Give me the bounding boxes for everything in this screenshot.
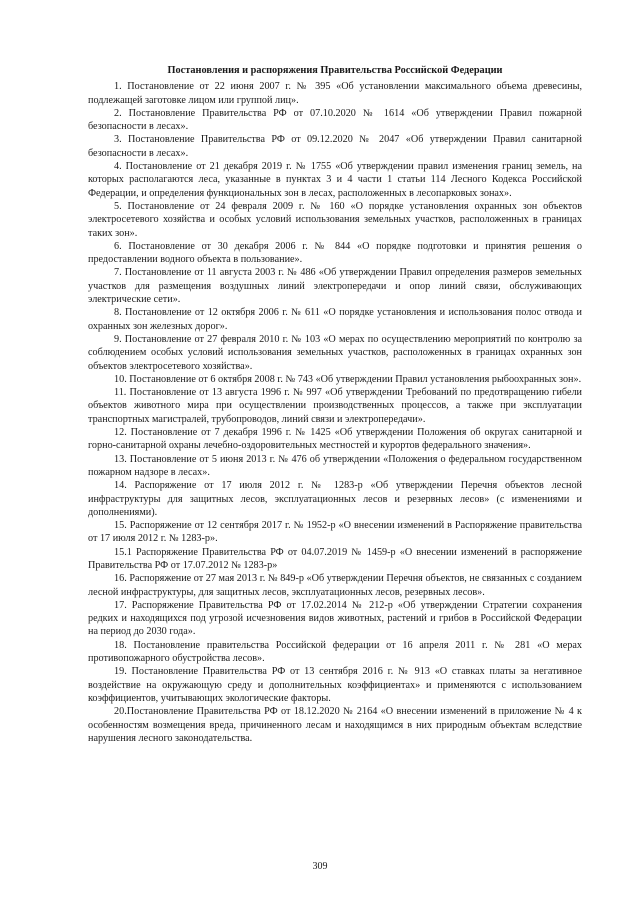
list-item: 13. Постановление от 5 июня 2013 г. № 476 об утверждении «Положения о федеральном государственном пожарном надзоре в лесах». xyxy=(88,453,582,478)
list-item: 9. Постановление от 27 февраля 2010 г. № 103 «О мерах по осуществлению мероприятий по контролю за соблюдением особых условий использования земельных участков, расположенных в границах охранных зон объектов электросетевого хозяйства». xyxy=(88,333,582,372)
list-item: 2. Постановление Правительства РФ от 07.10.2020 № 1614 «Об утверждении Правил пожарной безопасности в лесах». xyxy=(88,107,582,133)
list-item: 15.1 Распоряжение Правительства РФ от 04.07.2019 № 1459-р «О внесении изменений в распоряжение Правительства РФ от 17.07.2012 № 1283-р» xyxy=(88,546,582,571)
list-item: 5. Постановление от 24 февраля 2009 г. № 160 «О порядке установления охранных зон объектов электросетевого хозяйства и особых условий использования земельных участков, расположенных в границах таких зон». xyxy=(88,200,582,239)
list-item: 17. Распоряжение Правительства РФ от 17.02.2014 № 212-р «Об утверждении Стратегии сохранения редких и находящихся под угрозой исчезновения видов животных, растений и грибов в Российской Федерации на период до 2030 года». xyxy=(88,599,582,638)
list-item: 15. Распоряжение от 12 сентября 2017 г. № 1952-р «О внесении изменений в Распоряжение правительства от 17 июля 2012 г. № 1283-р». xyxy=(88,520,582,545)
list-item: 12. Постановление от 7 декабря 1996 г. № 1425 «Об утверждении Положения об округах санитарной и горно-санитарной охраны лечебно-оздоровительных местностей и курортов федерального значения». xyxy=(88,427,582,452)
list-item: 6. Постановление от 30 декабря 2006 г. № 844 «О порядке подготовки и принятия решения о предоставлении водного объекта в пользование». xyxy=(88,240,582,266)
document-body xyxy=(88,64,582,745)
list-item: 11. Постановление от 13 августа 1996 г. № 997 «Об утверждении Требований по предотвращению гибели объектов животного мира при осуществлении производственных процессов, а также при эксплуатации транспортных магистралей, трубопроводов, линий связи и электропередачи». xyxy=(88,387,582,425)
list-item: 19. Постановление Правительства РФ от 13 сентября 2016 г. № 913 «О ставках платы за негативное воздействие на окружающую среду и дополнительных коэффициентах» и применяются с использованием коэффициентов, учитывающих экологические факторы. xyxy=(88,666,582,704)
list-item: 8. Постановление от 12 октября 2006 г. № 611 «О порядке установления и использования полос отвода и охранных зон железных дорог». xyxy=(88,307,582,332)
list-item: 4. Постановление от 21 декабря 2019 г. № 1755 «Об утверждении правил изменения границ земель, на которых располагаются леса, указанные в пунктах 3 и 4 части 1 статьи 114 Лесного Кодекса Российской Федерации, и определения функциональных зон в лесах, расположенных в лесопарковых зонах». xyxy=(88,161,582,199)
list-item: 10. Постановление от 6 октября 2008 г. № 743 «Об утверждении Правил установления рыбоохранных зон». xyxy=(114,373,582,385)
list-item: 7. Постановление от 11 августа 2003 г. № 486 «Об утверждении Правил определения размеров земельных участков для размещения воздушных линий электропередачи и опор линий связи, обслуживающих электрические сети». xyxy=(88,267,582,306)
list-item: 16. Распоряжение от 27 мая 2013 г. № 849-р «Об утверждении Перечня объектов, не связанных с созданием лесной инфраструктуры, для защитных лесов, эксплуатационных лесов, резервных лесов». xyxy=(88,573,582,598)
section-heading: Постановления и распоряжения Правительства Российской Федерации xyxy=(167,65,503,76)
list-item: 20.Постановление Правительства РФ от 18.12.2020 № 2164 «О внесении изменений в приложение № 4 к особенностям возмещения вреда, причиненного лесам и находящимся в них природным объектам вследствие нарушения лесного законодательства. xyxy=(88,706,582,744)
regulation-list xyxy=(88,80,582,745)
list-item: 3. Постановление Правительства РФ от 09.12.2020 № 2047 «Об утверждении Правил санитарной безопасности в лесах». xyxy=(88,134,582,159)
list-item: 14. Распоряжение от 17 июля 2012 г. № 1283-р «Об утверждении Перечня объектов лесной инфраструктуры для защитных лесов, эксплуатационных лесов и резервных лесов» (с изменениями и дополнениями). xyxy=(88,480,582,518)
page-number: 309 xyxy=(312,861,328,872)
list-item: 1. Постановление от 22 июня 2007 г. № 395 «Об установлении максимального объема древесины, подлежащей заготовке лицом или группой лиц». xyxy=(88,81,582,106)
list-item: 18. Постановление правительства Российской федерации от 16 апреля 2011 г. № 281 «О мерах противопожарного обустройства лесов». xyxy=(88,639,582,665)
